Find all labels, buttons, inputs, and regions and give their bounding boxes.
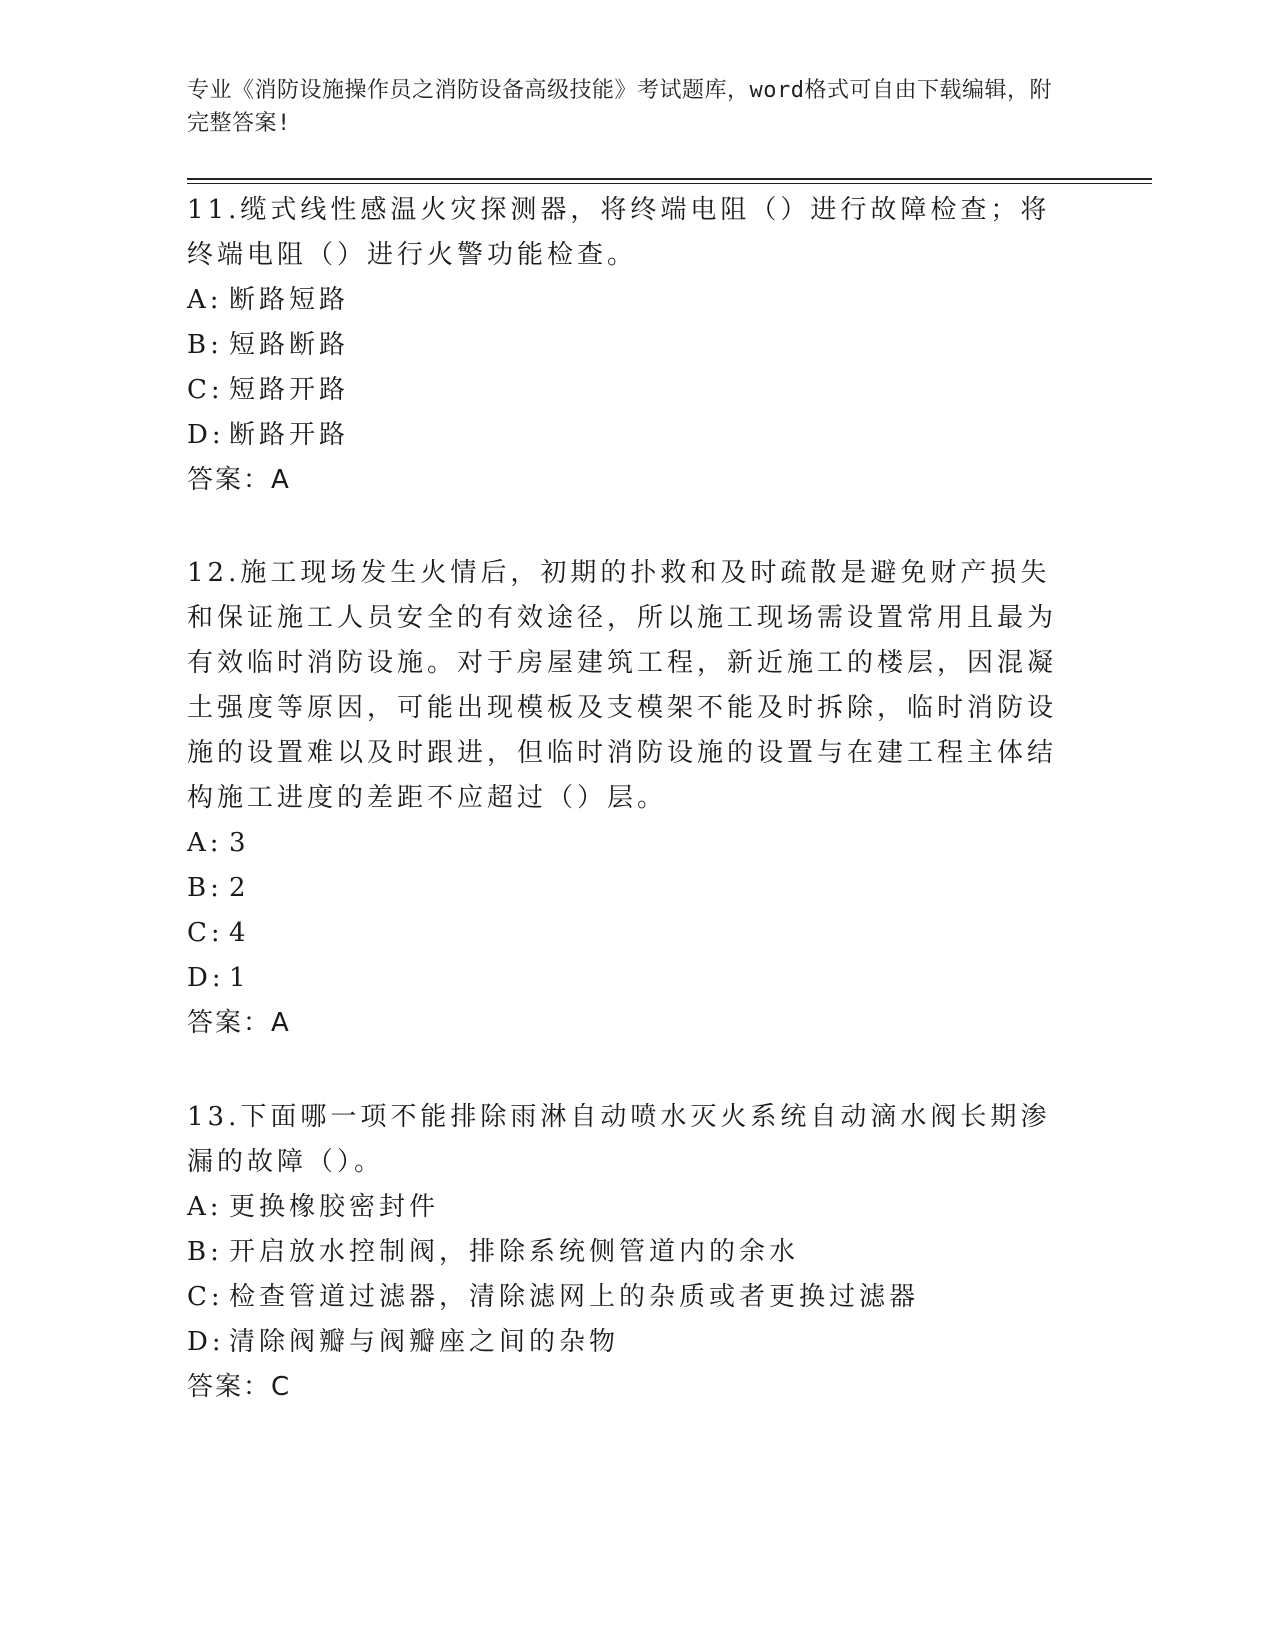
- answer: 答案：A: [187, 1008, 291, 1038]
- option-a: [187, 278, 1067, 323]
- option-key: B:: [187, 873, 223, 903]
- answer: 答案：A: [187, 465, 291, 495]
- option-b: [187, 1230, 1067, 1275]
- option-text: 4: [229, 918, 250, 948]
- question-13: [187, 1095, 1067, 1410]
- option-b: [187, 866, 1067, 911]
- option-key: B:: [187, 1237, 223, 1267]
- option-c: [187, 911, 1067, 956]
- option-key: A:: [187, 828, 223, 858]
- option-key: D:: [187, 1327, 225, 1357]
- option-text: 开启放水控制阀，排除系统侧管道内的余水: [229, 1237, 800, 1267]
- option-text: 清除阀瓣与阀瓣座之间的杂物: [229, 1327, 620, 1357]
- option-d: [187, 413, 1067, 458]
- option-text: 断路短路: [229, 285, 350, 315]
- option-text: 2: [229, 873, 250, 903]
- option-text: 短路开路: [229, 375, 350, 405]
- option-key: D:: [187, 420, 225, 450]
- option-text: 更换橡胶密封件: [229, 1192, 440, 1222]
- option-c: [187, 1275, 1067, 1320]
- option-a: [187, 1185, 1067, 1230]
- header-divider-thin: [187, 183, 1152, 184]
- document-header: 专业《消防设施操作员之消防设备高级技能》考试题库，word格式可自由下载编辑，附完整答案!: [187, 78, 1052, 136]
- option-c: [187, 368, 1067, 413]
- question-stem: 11.缆式线性感温火灾探测器，将终端电阻（）进行故障检查；将终端电阻（）进行火警功能检查。: [187, 195, 1051, 270]
- option-key: C:: [187, 375, 224, 405]
- question-stem: 12.施工现场发生火情后，初期的扑救和及时疏散是避免财产损失和保证施工人员安全的有效途径，所以施工现场需设置常用且最为有效临时消防设施。对于房屋建筑工程，新近施工的楼层，因混凝土强度等原因，可能出现模板及支模架不能及时拆除，临时消防设施的设置难以及时跟进，但临时消防设施的设置与在建工程主体结构施工进度的差距不应超过（）层。: [187, 558, 1058, 813]
- option-key: C:: [187, 918, 224, 948]
- question-12: [187, 551, 1067, 1046]
- option-key: D:: [187, 963, 225, 993]
- option-d: [187, 1320, 1067, 1365]
- answer: 答案：C: [187, 1372, 292, 1402]
- option-d: [187, 956, 1067, 1001]
- option-key: B:: [187, 330, 223, 360]
- header-divider-thick: [187, 178, 1152, 180]
- question-stem: 13.下面哪一项不能排除雨淋自动喷水灭火系统自动滴水阀长期渗漏的故障（）。: [187, 1102, 1051, 1177]
- option-key: A:: [187, 285, 223, 315]
- option-b: [187, 323, 1067, 368]
- question-11: [187, 188, 1067, 503]
- option-text: 断路开路: [229, 420, 350, 450]
- option-text: 检查管道过滤器，清除滤网上的杂质或者更换过滤器: [229, 1282, 920, 1312]
- option-key: C:: [187, 1282, 224, 1312]
- option-key: A:: [187, 1192, 223, 1222]
- option-text: 短路断路: [229, 330, 350, 360]
- option-text: 3: [229, 828, 250, 858]
- option-text: 1: [229, 963, 250, 993]
- option-a: [187, 821, 1067, 866]
